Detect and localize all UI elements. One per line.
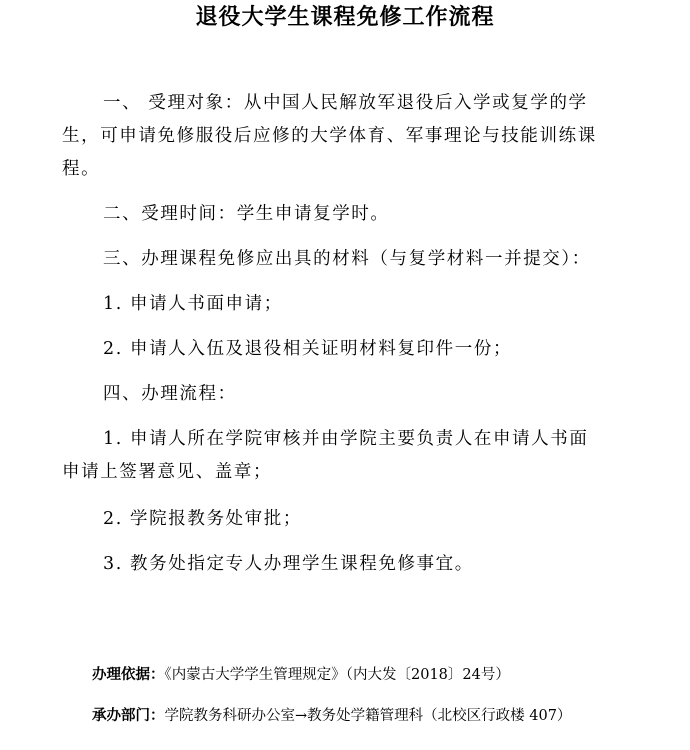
document-title: 退役大学生课程免修工作流程: [195, 4, 495, 30]
section-4-process: [62, 378, 622, 411]
section-4-item-2-line: 2. 学院报教务处审批；: [103, 509, 302, 529]
section-4-item-2: [62, 503, 622, 536]
footer-department: [92, 704, 571, 728]
section-2-line: 二、受理时间：学生申请复学时。: [103, 204, 390, 224]
section-4-item-1-line-2: 申请上签署意见、盖章；: [62, 462, 273, 482]
section-1-line-2: 生，可申请免修服役后应修的大学体育、军事理论与技能训练课: [62, 126, 597, 146]
section-1-line-1: 一、 受理对象：从中国人民解放军退役后入学或复学的学: [103, 93, 588, 113]
section-3-line: 三、办理课程免修应出具的材料（与复学材料一并提交）：: [103, 249, 591, 269]
footer-dept-label: 承办部门：: [92, 707, 165, 724]
section-1-line-3: 程。: [62, 159, 101, 179]
footer-basis-label: 办理依据：: [92, 666, 165, 683]
section-4-item-3: [62, 548, 622, 581]
section-4-item-1-line-1: 1. 申请人所在学院审核并由学院主要负责人在申请人书面: [103, 429, 589, 449]
section-4-item-3-line: 3. 教务处指定专人办理学生课程免修事宜。: [103, 554, 474, 574]
section-3-item-1-line: 1. 申请人书面申请；: [103, 294, 283, 314]
footer-basis: [92, 663, 510, 687]
section-3-materials: [62, 243, 622, 276]
section-3-item-1: [62, 288, 622, 321]
section-4-item-1: [62, 423, 622, 489]
section-2-time: [62, 198, 622, 231]
footer-dept-text: 学院教务科研办公室→教务处学籍管理科（北校区行政楼 407）: [164, 708, 572, 724]
footer-basis-text: 《内蒙古大学学生管理规定》（内大发〔2018〕24号）: [164, 667, 510, 683]
section-1-eligibility: [62, 87, 622, 186]
section-4-line: 四、办理流程：: [103, 384, 237, 404]
section-3-item-2-line: 2. 申请人入伍及退役相关证明材料复印件一份；: [103, 339, 513, 359]
section-3-item-2: [62, 333, 622, 366]
